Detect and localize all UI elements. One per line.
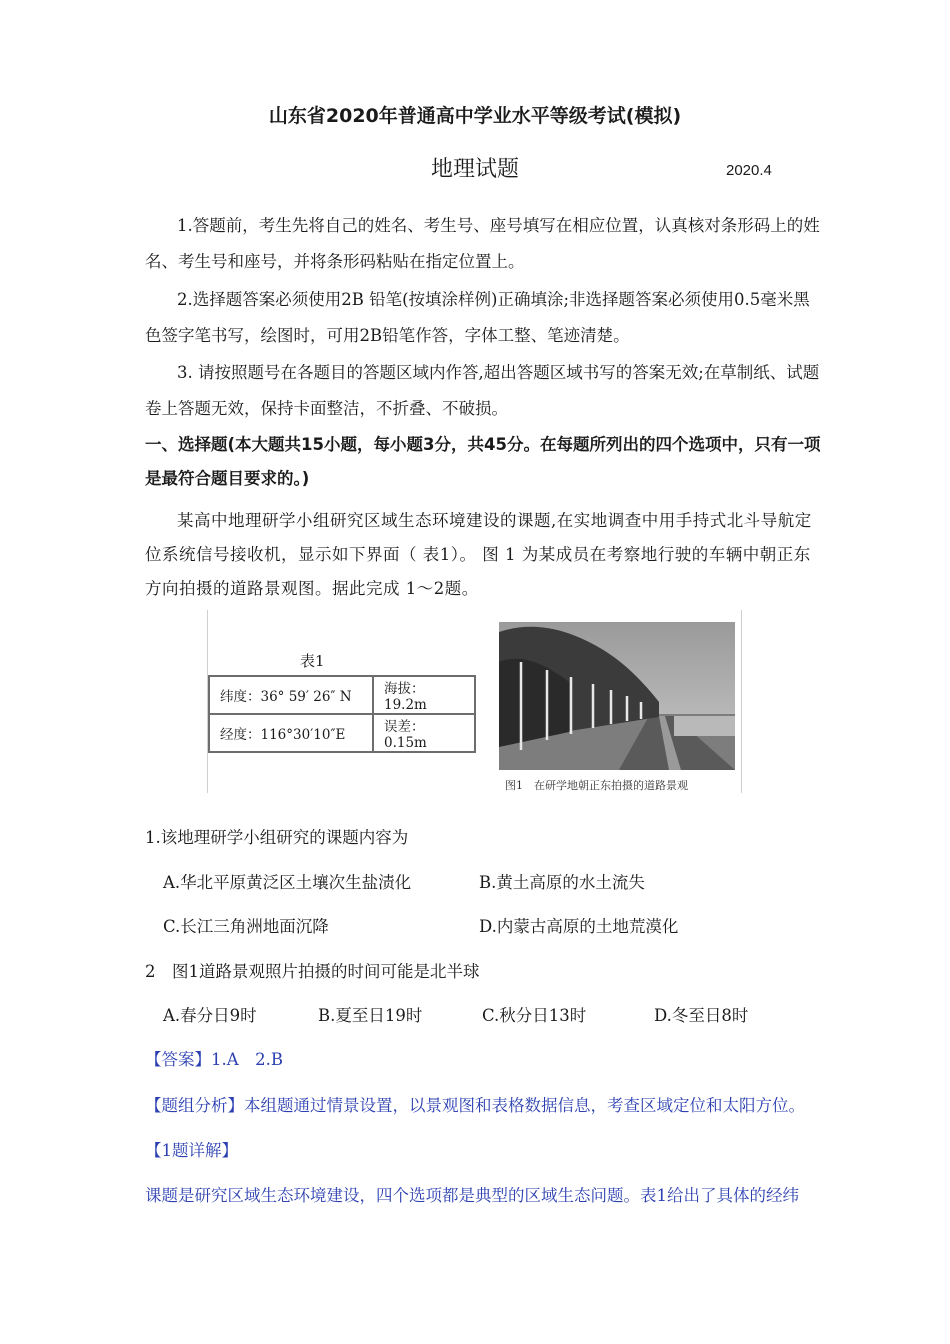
- question-2: 2 图1道路景观照片拍摄的时间可能是北半球: [145, 962, 480, 981]
- figure-caption: 图1 在研学地朝正东拍摄的道路景观: [505, 779, 688, 792]
- table-row: [209, 714, 475, 752]
- exam-title: 山东省2020年普通高中学业水平等级考试(模拟): [268, 105, 682, 127]
- detail-text: 课题是研究区域生态环境建设，四个选项都是典型的区域生态问题。表1给出了具体的经纬: [145, 1186, 799, 1205]
- detail-label: 【1题详解】: [145, 1141, 238, 1160]
- q2-option-b: B.夏至日19时: [318, 1006, 423, 1025]
- exam-date: 2020.4: [726, 162, 772, 179]
- answer-line: 【答案】1.A 2.B: [145, 1050, 284, 1069]
- instruction-3: 3. 请按照题号在各题目的答题区域内作答,超出答题区域书写的答案无效;在草制纸、试题卷上答题无效，保持卡面整洁，不折叠、不破损。: [145, 363, 820, 418]
- table-row: [209, 676, 475, 714]
- q2-option-a: A.春分日9时: [163, 1006, 257, 1025]
- subject-title: 地理试题: [430, 157, 519, 182]
- q1-option-c: C.长江三角洲地面沉降: [163, 917, 329, 936]
- table-title: 表1: [300, 652, 325, 670]
- table-cell: 海拔：19.2m: [373, 676, 475, 714]
- table-cell: 纬度：36° 59′ 26″ N: [209, 676, 373, 714]
- road-photo-illustration: [499, 622, 735, 770]
- road-landscape-photo: [499, 622, 735, 770]
- q1-option-b: B.黄土高原的水土流失: [479, 873, 645, 892]
- question-1: 1.该地理研学小组研究的课题内容为: [145, 828, 409, 847]
- analysis-line: 【题组分析】本组题通过情景设置，以景观图和表格数据信息，考查区域定位和太阳方位。: [145, 1096, 805, 1115]
- gps-table: [208, 675, 476, 753]
- table-cell: 经度：116°30′10″E: [209, 714, 373, 752]
- instruction-1: 1.答题前，考生先将自己的姓名、考生号、座号填写在相应位置，认真核对条形码上的姓名、考生号和座号，并将条形码粘贴在指定位置上。: [145, 216, 820, 271]
- table-cell: 误差：0.15m: [373, 714, 475, 752]
- q2-option-c: C.秋分日13时: [482, 1006, 587, 1025]
- section-heading: 一、选择题(本大题共15小题，每小题3分，共45分。在每题所列出的四个选项中，只有一项是最符合题目要求的。): [145, 435, 821, 488]
- question-stem: 某高中地理研学小组研究区域生态环境建设的课题,在实地调查中用手持式北斗导航定位系统信号接收机，显示如下界面（ 表1）。 图 1 为某成员在考察地行驶的车辆中朝正东方向拍摄的道路景观图。据此完成 1～2题。: [145, 511, 812, 598]
- q1-option-a: A.华北平原黄泛区土壤次生盐渍化: [163, 873, 412, 892]
- q1-option-d: D.内蒙古高原的土地荒漠化: [479, 917, 679, 936]
- instruction-2: 2.选择题答案必须使用2B 铅笔(按填涂样例)正确填涂;非选择题答案必须使用0.5毫米黑色签字笔书写，绘图时，可用2B铅笔作答，字体工整、笔迹清楚。: [145, 290, 810, 345]
- q2-option-d: D.冬至日8时: [654, 1006, 749, 1025]
